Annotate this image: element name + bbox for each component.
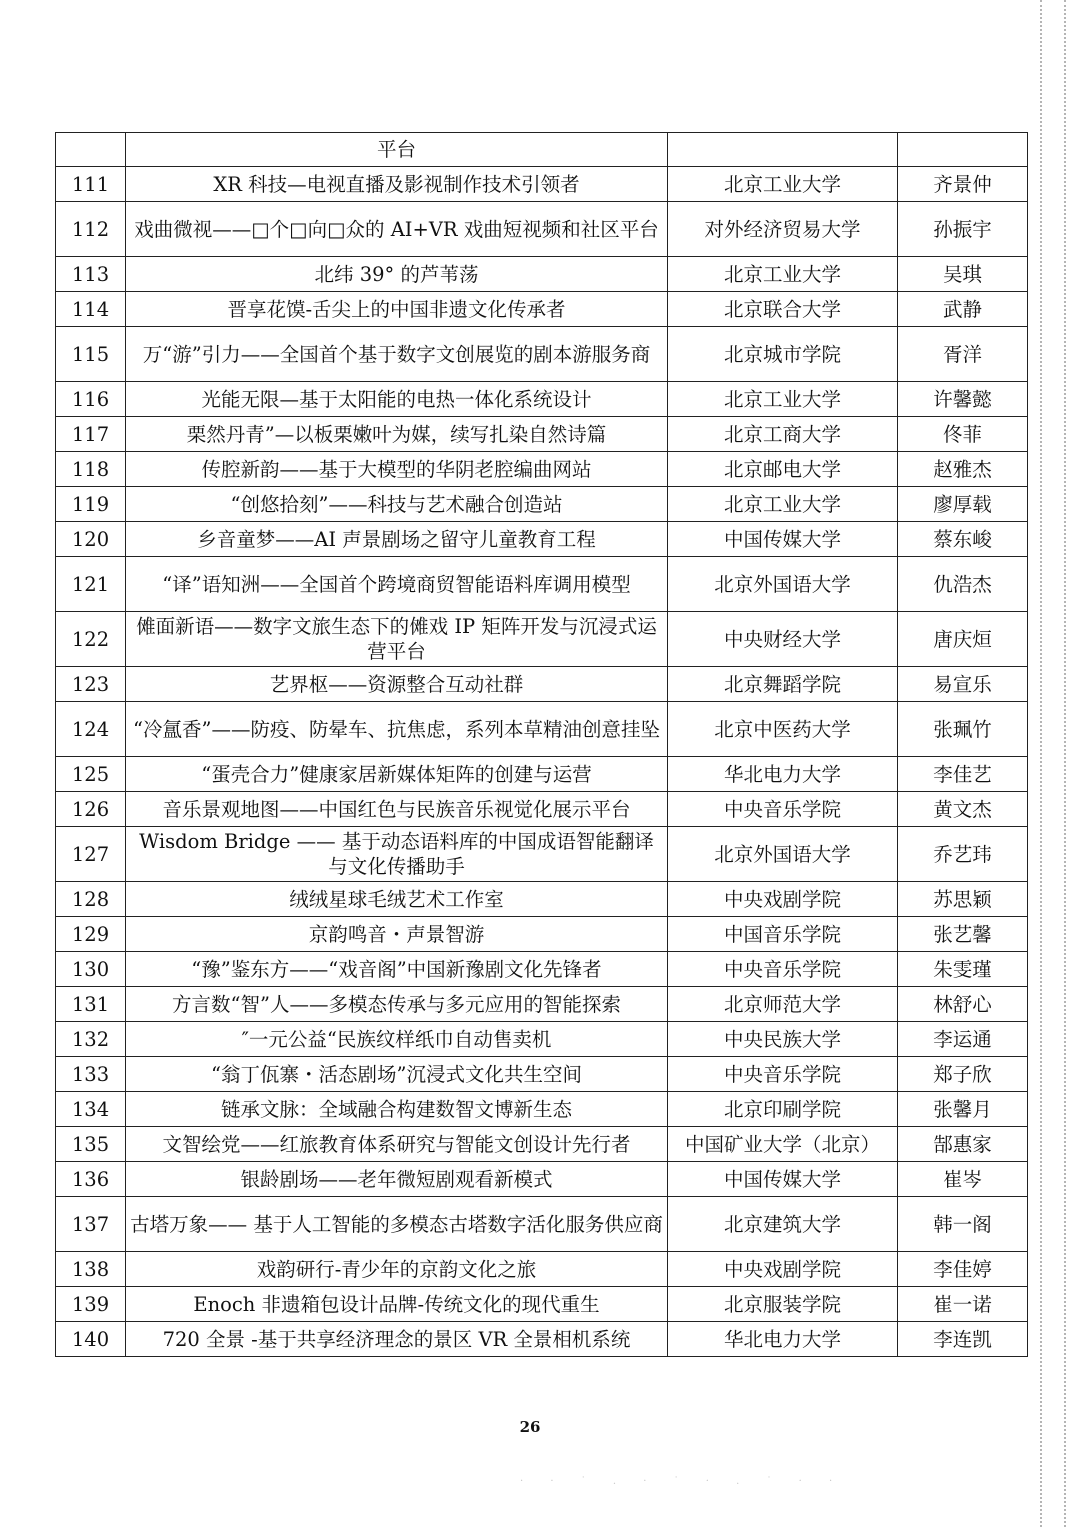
table-row <box>56 667 1028 702</box>
cell-name: 郑子欣 <box>898 1057 1028 1092</box>
cell-name: 胥洋 <box>898 327 1028 382</box>
table-row <box>56 1322 1028 1357</box>
cell-project-title: 戏曲微视——□个□向□众的 AI+VR 戏曲短视频和社区平台 <box>126 202 668 257</box>
cell-project-title: 光能无限—基于太阳能的电热一体化系统设计 <box>126 382 668 417</box>
cell-project-title: 传腔新韵——基于大模型的华阴老腔编曲网站 <box>126 452 668 487</box>
cell-name: 廖厚载 <box>898 487 1028 522</box>
cell-project-title: Wisdom Bridge —— 基于动态语料库的中国成语智能翻译与文化传播助手 <box>126 827 668 882</box>
cell-number: 129 <box>56 917 126 952</box>
cell-number: 127 <box>56 827 126 882</box>
cell-school: 中国矿业大学（北京） <box>668 1127 898 1162</box>
cell-project-title: “蛋壳合力”健康家居新媒体矩阵的创建与运营 <box>126 757 668 792</box>
cell-number: 116 <box>56 382 126 417</box>
table-row <box>56 757 1028 792</box>
cell-name: 郜惠家 <box>898 1127 1028 1162</box>
table-row <box>56 522 1028 557</box>
cell-project-title: XR 科技—电视直播及影视制作技术引领者 <box>126 167 668 202</box>
cell-number: 125 <box>56 757 126 792</box>
cell-project-title: 链承文脉：全域融合构建数智文博新生态 <box>126 1092 668 1127</box>
table-row <box>56 292 1028 327</box>
cell-name: 李运通 <box>898 1022 1028 1057</box>
table-row <box>56 382 1028 417</box>
cell-number: 135 <box>56 1127 126 1162</box>
table-row <box>56 1287 1028 1322</box>
table-row <box>56 827 1028 882</box>
cell-name: 孙振宇 <box>898 202 1028 257</box>
cell-school: 中央财经大学 <box>668 612 898 667</box>
cell-school <box>668 133 898 167</box>
cell-name <box>898 133 1028 167</box>
cell-project-title: 文智绘党——红旅教育体系研究与智能文创设计先行者 <box>126 1127 668 1162</box>
scan-edge-line-outer <box>1064 0 1066 1527</box>
cell-project-title: 720 全景 -基于共享经济理念的景区 VR 全景相机系统 <box>126 1322 668 1357</box>
cell-project-title: “创悠拾刻”——科技与艺术融合创造站 <box>126 487 668 522</box>
scan-edge-line <box>1040 0 1042 1527</box>
cell-school: 北京外国语大学 <box>668 827 898 882</box>
table-row <box>56 612 1028 667</box>
table-row <box>56 327 1028 382</box>
cell-project-title: 戏韵研行-青少年的京韵文化之旅 <box>126 1252 668 1287</box>
cell-number: 117 <box>56 417 126 452</box>
table-row <box>56 1197 1028 1252</box>
cell-name: 韩一阁 <box>898 1197 1028 1252</box>
cell-school: 中央戏剧学院 <box>668 1252 898 1287</box>
cell-name: 乔艺玮 <box>898 827 1028 882</box>
cell-number: 120 <box>56 522 126 557</box>
table-row <box>56 987 1028 1022</box>
table-row <box>56 1057 1028 1092</box>
cell-school: 北京工业大学 <box>668 487 898 522</box>
cell-name: 易宣乐 <box>898 667 1028 702</box>
cell-name: 张珮竹 <box>898 702 1028 757</box>
table-row <box>56 487 1028 522</box>
cell-project-title: “冷氲香”——防疫、防晕车、抗焦虑，系列本草精油创意挂坠 <box>126 702 668 757</box>
cell-number: 123 <box>56 667 126 702</box>
table-row <box>56 257 1028 292</box>
cell-name: 李佳婷 <box>898 1252 1028 1287</box>
cell-name: 赵雅杰 <box>898 452 1028 487</box>
cell-project-title: 万“游”引力——全国首个基于数字文创展览的剧本游服务商 <box>126 327 668 382</box>
cell-project-title: 晋享花馍-舌尖上的中国非遗文化传承者 <box>126 292 668 327</box>
cell-number: 138 <box>56 1252 126 1287</box>
cell-name: 许馨懿 <box>898 382 1028 417</box>
cell-number: 137 <box>56 1197 126 1252</box>
cell-name: 李佳艺 <box>898 757 1028 792</box>
table-row <box>56 202 1028 257</box>
cell-name: 崔岑 <box>898 1162 1028 1197</box>
cell-number: 122 <box>56 612 126 667</box>
cell-project-title: 北纬 39° 的芦苇荡 <box>126 257 668 292</box>
table-row <box>56 952 1028 987</box>
cell-number: 112 <box>56 202 126 257</box>
cell-number: 124 <box>56 702 126 757</box>
cell-school: 北京邮电大学 <box>668 452 898 487</box>
project-table <box>55 132 1028 1357</box>
cell-name: 齐景仲 <box>898 167 1028 202</box>
cell-number: 130 <box>56 952 126 987</box>
cell-number: 115 <box>56 327 126 382</box>
cell-school: 中央音乐学院 <box>668 792 898 827</box>
cell-school: 中央音乐学院 <box>668 1057 898 1092</box>
table-row <box>56 702 1028 757</box>
page-number: 26 <box>519 1418 541 1436</box>
cell-project-title: 音乐景观地图——中国红色与民族音乐视觉化展示平台 <box>126 792 668 827</box>
table-row <box>56 1022 1028 1057</box>
cell-school: 华北电力大学 <box>668 757 898 792</box>
cell-number: 126 <box>56 792 126 827</box>
cell-name: 仇浩杰 <box>898 557 1028 612</box>
cell-school: 中国传媒大学 <box>668 522 898 557</box>
cell-project-title: “翁丁佤寨・活态剧场”沉浸式文化共生空间 <box>126 1057 668 1092</box>
cell-school: 北京服装学院 <box>668 1287 898 1322</box>
cell-number: 131 <box>56 987 126 1022</box>
table-row <box>56 417 1028 452</box>
table-row <box>56 557 1028 612</box>
cell-number: 121 <box>56 557 126 612</box>
cell-number: 118 <box>56 452 126 487</box>
cell-name: 朱雯瑾 <box>898 952 1028 987</box>
table-row <box>56 1162 1028 1197</box>
cell-school: 北京舞蹈学院 <box>668 667 898 702</box>
cell-school: 北京中医药大学 <box>668 702 898 757</box>
cell-number: 133 <box>56 1057 126 1092</box>
cell-number: 140 <box>56 1322 126 1357</box>
cell-project-title: 京韵鸣音・声景智游 <box>126 917 668 952</box>
table-row <box>56 917 1028 952</box>
cell-project-title: 古塔万象—— 基于人工智能的多模态古塔数字活化服务供应商 <box>126 1197 668 1252</box>
cell-school: 北京联合大学 <box>668 292 898 327</box>
cell-project-title: 方言数“智”人——多模态传承与多元应用的智能探索 <box>126 987 668 1022</box>
cell-project-title: “译”语知洲——全国首个跨境商贸智能语料库调用模型 <box>126 557 668 612</box>
cell-number: 114 <box>56 292 126 327</box>
table-row <box>56 1252 1028 1287</box>
cell-name: 张馨月 <box>898 1092 1028 1127</box>
cell-school: 北京工业大学 <box>668 167 898 202</box>
table-row <box>56 882 1028 917</box>
scan-speckles: · · ˙ . · ˙ · . ˙ · · <box>520 1476 845 1487</box>
cell-name: 吴琪 <box>898 257 1028 292</box>
cell-school: 北京师范大学 <box>668 987 898 1022</box>
cell-school: 中央戏剧学院 <box>668 882 898 917</box>
table-row <box>56 167 1028 202</box>
table-row <box>56 452 1028 487</box>
cell-project-title: ″一元公益“民族纹样纸巾自动售卖机 <box>126 1022 668 1057</box>
cell-school: 中国传媒大学 <box>668 1162 898 1197</box>
table-row-continued <box>56 133 1028 167</box>
cell-name: 武静 <box>898 292 1028 327</box>
cell-project-title: Enoch 非遗箱包设计品牌-传统文化的现代重生 <box>126 1287 668 1322</box>
cell-project-title: 平台 <box>126 133 668 167</box>
cell-number <box>56 133 126 167</box>
cell-project-title: 银龄剧场——老年微短剧观看新模式 <box>126 1162 668 1197</box>
cell-number: 132 <box>56 1022 126 1057</box>
cell-project-title: “豫”鉴东方——“戏音阁”中国新豫剧文化先锋者 <box>126 952 668 987</box>
cell-school: 北京建筑大学 <box>668 1197 898 1252</box>
cell-name: 苏思颖 <box>898 882 1028 917</box>
cell-number: 134 <box>56 1092 126 1127</box>
cell-project-title: 傩面新语——数字文旅生态下的傩戏 IP 矩阵开发与沉浸式运营平台 <box>126 612 668 667</box>
cell-school: 北京工业大学 <box>668 382 898 417</box>
cell-name: 张艺馨 <box>898 917 1028 952</box>
cell-school: 华北电力大学 <box>668 1322 898 1357</box>
cell-project-title: 绒绒星球毛绒艺术工作室 <box>126 882 668 917</box>
cell-school: 北京印刷学院 <box>668 1092 898 1127</box>
cell-project-title: 乡音童梦——AI 声景剧场之留守儿童教育工程 <box>126 522 668 557</box>
cell-number: 119 <box>56 487 126 522</box>
cell-project-title: 栗然丹青”—以板栗嫩叶为媒，续写扎染自然诗篇 <box>126 417 668 452</box>
cell-number: 136 <box>56 1162 126 1197</box>
table-row <box>56 1092 1028 1127</box>
cell-school: 对外经济贸易大学 <box>668 202 898 257</box>
cell-name: 佟菲 <box>898 417 1028 452</box>
cell-project-title: 艺界枢——资源整合互动社群 <box>126 667 668 702</box>
cell-number: 139 <box>56 1287 126 1322</box>
cell-school: 北京外国语大学 <box>668 557 898 612</box>
cell-school: 北京工商大学 <box>668 417 898 452</box>
cell-name: 唐庆烜 <box>898 612 1028 667</box>
cell-name: 蔡东峻 <box>898 522 1028 557</box>
cell-name: 林舒心 <box>898 987 1028 1022</box>
cell-school: 中央民族大学 <box>668 1022 898 1057</box>
cell-school: 中国音乐学院 <box>668 917 898 952</box>
cell-school: 中央音乐学院 <box>668 952 898 987</box>
cell-name: 李连凯 <box>898 1322 1028 1357</box>
cell-school: 北京工业大学 <box>668 257 898 292</box>
cell-school: 北京城市学院 <box>668 327 898 382</box>
cell-name: 崔一诺 <box>898 1287 1028 1322</box>
cell-number: 128 <box>56 882 126 917</box>
cell-number: 111 <box>56 167 126 202</box>
table-row <box>56 1127 1028 1162</box>
cell-name: 黄文杰 <box>898 792 1028 827</box>
table-row <box>56 792 1028 827</box>
cell-number: 113 <box>56 257 126 292</box>
